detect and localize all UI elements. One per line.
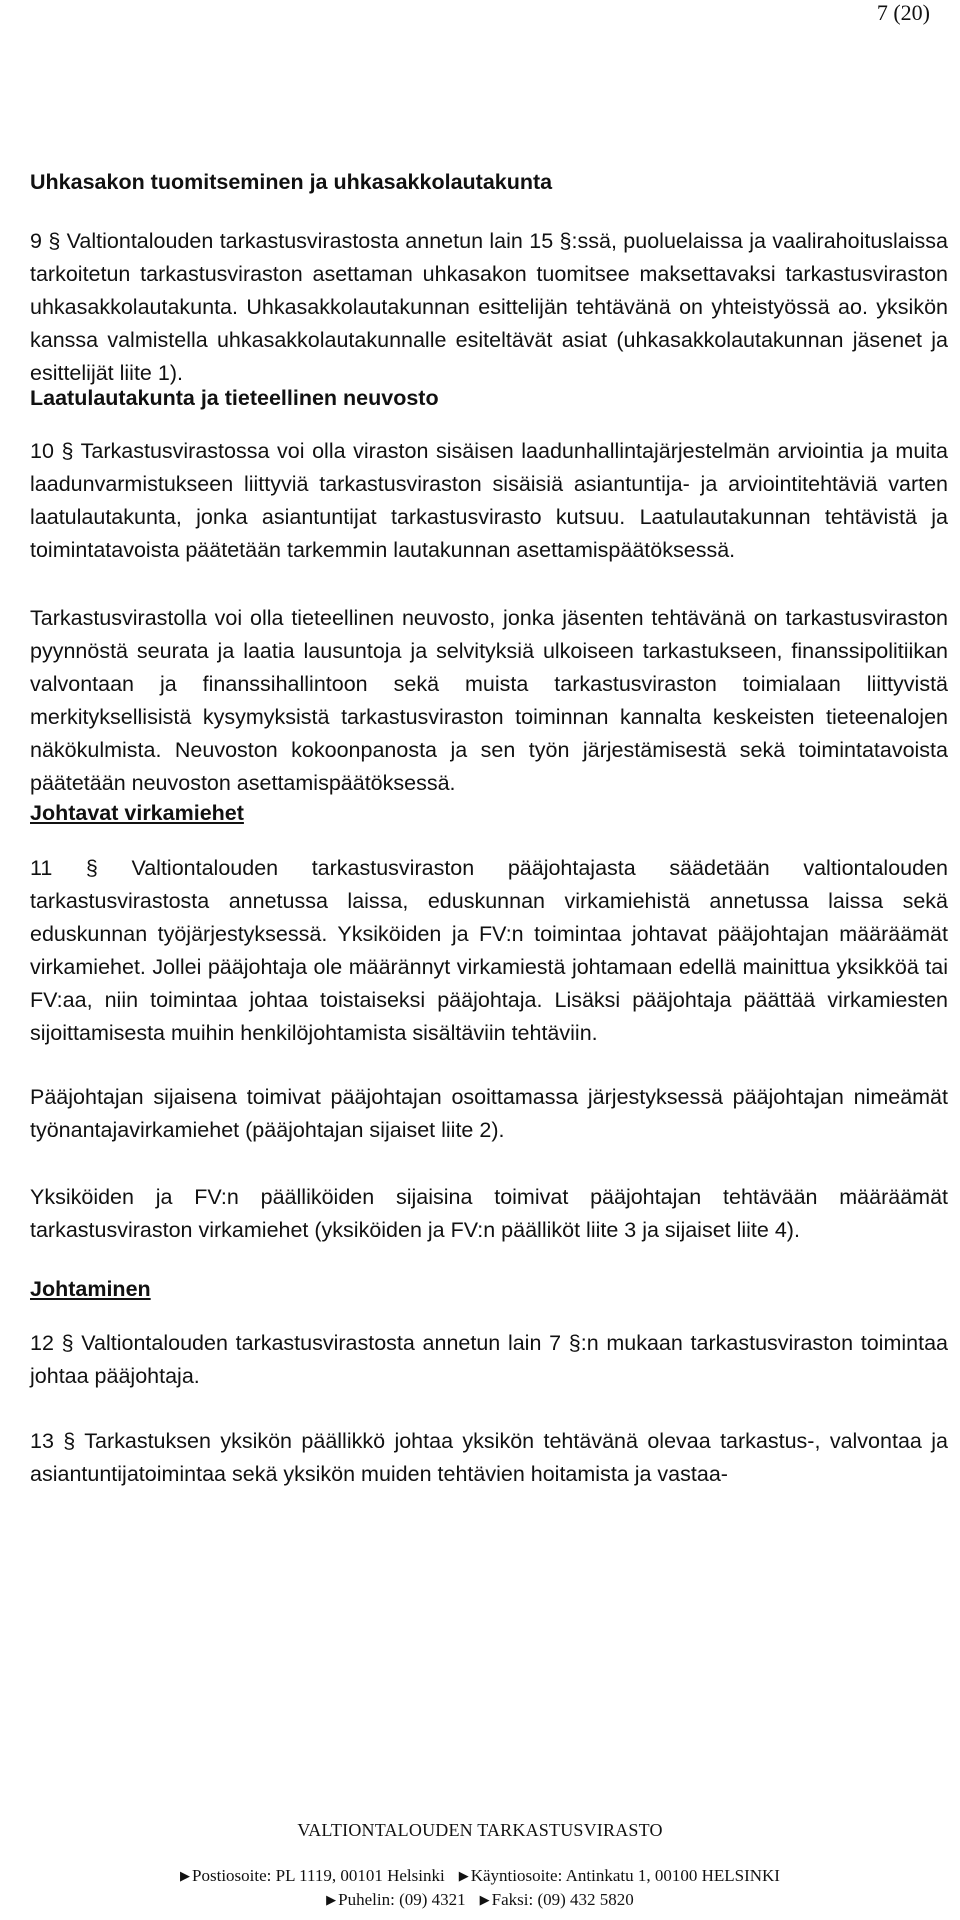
paragraph-10: 10 § Tarkastusvirastossa voi olla viraston sisäisen laadunhallintajärjestelmän arviointia ja muita laadunvarmistukseen liittyviä tarkastusviraston sisäisiä asiantuntija- ja arviointitehtäviä varten laatulautakunta, jonka asiantuntijat tarkastusvirasto kutsuu. Laatulautakunnan tehtävistä ja toimintatavoista päätetään tarkemmin lautakunnan asettamispäätöksessä.	[30, 439, 948, 562]
paragraph-tieteellinen-neuvosto: Tarkastusvirastolla voi olla tieteellinen neuvosto, jonka jäsenten tehtävänä on tarkastusviraston pyynnöstä seurata ja laatia lausuntoja ja selvityksiä ulkoiseen tarkastukseen, finanssipolitiikan valvontaan ja finanssihallintoon sekä muista tarkastusviraston toimialaan liittyvistä merkityksellisistä kysymyksistä tarkastusviraston toiminnan kannalta keskeisten tieteenalojen näkökulmista. Neuvoston kokoonpanosta ja sen työn järjestämisestä sekä toimintatavoista päätetään neuvoston asettamispäätöksessä.	[30, 606, 948, 795]
footer-postal-address: Postiosoite: PL 1119, 00101 Helsinki	[192, 1866, 445, 1885]
paragraph-paallikoiden-sijaiset: Yksiköiden ja FV:n päälliköiden sijaisina toimivat pääjohtajan tehtävään määräämät tarkastusviraston virkamiehet (yksiköiden ja FV:n päälliköt liite 3 ja sijaiset liite 4).	[30, 1185, 948, 1242]
section-heading-laatulautakunta: Laatulautakunta ja tieteellinen neuvosto	[30, 386, 439, 410]
paragraph-sijaiset: Pääjohtajan sijaisena toimivat pääjohtajan osoittamassa järjestyksessä pääjohtajan nimeämät työnantajavirkamiehet (pääjohtajan sijaiset liite 2).	[30, 1085, 948, 1142]
footer-organization: VALTIONTALOUDEN TARKASTUSVIRASTO	[297, 1820, 663, 1840]
section-heading-uhkasakko: Uhkasakon tuomitseminen ja uhkasakkolautakunta	[30, 170, 553, 194]
triangle-right-icon: ▶	[479, 1892, 490, 1907]
page-number: 7 (20)	[876, 0, 930, 25]
paragraph-9: 9 § Valtiontalouden tarkastusvirastosta annetun lain 15 §:ssä, puoluelaissa ja vaalirahoituslaissa tarkoitetun tarkastusviraston asettaman uhkasakon tuomitsee maksettavaksi tarkastusviraston uhkasakkolautakunta. Uhkasakkolautakunnan esittelijän tehtävänä on yhteistyössä ao. yksikön kanssa valmistella uhkasakkolautakunnalle esiteltävät asiat (uhkasakkolautakunnan jäsenet ja esittelijät liite 1).	[30, 229, 948, 385]
footer-contact-row	[0, 1890, 960, 1910]
section-heading-johtavat-virkamiehet: Johtavat virkamiehet	[30, 801, 244, 825]
paragraph-12: 12 § Valtiontalouden tarkastusvirastosta annetun lain 7 §:n mukaan tarkastusviraston toimintaa johtaa pääjohtaja.	[30, 1331, 948, 1388]
footer-fax: Faksi: (09) 432 5820	[491, 1890, 634, 1909]
triangle-right-icon: ▶	[458, 1868, 469, 1883]
footer-visiting-address: Käyntiosoite: Antinkatu 1, 00100 HELSINKI	[470, 1866, 780, 1885]
section-heading-johtaminen: Johtaminen	[30, 1277, 151, 1301]
triangle-right-icon: ▶	[326, 1892, 337, 1907]
paragraph-13: 13 § Tarkastuksen yksikön päällikkö johtaa yksikön tehtävänä olevaa tarkastus-, valvontaa ja asiantuntijatoimintaa sekä yksikön muiden tehtävien hoitamista ja vastaa-	[30, 1429, 948, 1486]
footer-phone: Puhelin: (09) 4321	[338, 1890, 466, 1909]
paragraph-11: 11 § Valtiontalouden tarkastusviraston pääjohtajasta säädetään valtiontalouden tarkastusvirastosta annetussa laissa, eduskunnan virkamiehistä annetussa laissa sekä eduskunnan työjärjestyksessä. Yksiköiden ja FV:n toimintaa johtavat pääjohtajan määräämät virkamiehet. Jollei pääjohtaja ole määrännyt virkamiestä johtamaan edellä mainittua yksikköä tai FV:aa, niin toimintaa johtaa toistaiseksi pääjohtaja. Lisäksi pääjohtaja päättää virkamiesten sijoittamisesta muihin henkilöjohtamista sisältäviin tehtäviin.	[30, 856, 948, 1045]
triangle-right-icon: ▶	[180, 1868, 191, 1883]
footer-address-row	[0, 1866, 960, 1886]
